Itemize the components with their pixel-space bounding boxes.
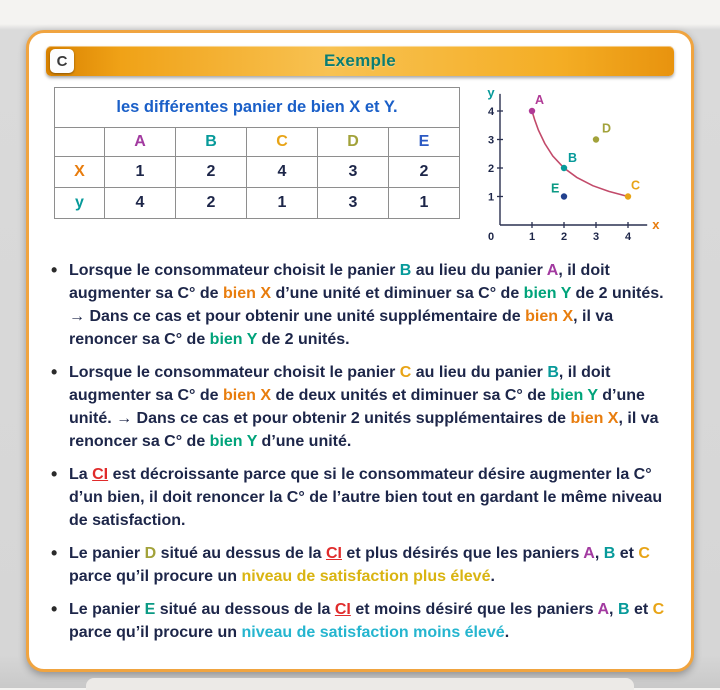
table-cell: 4 bbox=[105, 188, 176, 219]
text-segment: de deux unités et diminuer sa C° de bbox=[271, 387, 551, 405]
bullet-item-5 bbox=[48, 598, 670, 644]
table-row-y bbox=[55, 188, 460, 219]
table-cell: 4 bbox=[247, 157, 318, 188]
text-segment: , il va renoncer sa C° de bbox=[69, 410, 659, 451]
bullet-item-3 bbox=[48, 463, 670, 532]
point-E bbox=[561, 193, 567, 199]
keyword-CI: CI bbox=[92, 466, 109, 484]
keyword-A: A bbox=[583, 545, 595, 563]
row-label-y: y bbox=[55, 188, 105, 219]
text-segment: de 2 unités. bbox=[257, 331, 350, 349]
table-cell: 2 bbox=[176, 157, 247, 188]
text-segment: de 2 unités. → Dans ce cas et pour obtenir une unité supplémentaire de bbox=[69, 285, 664, 326]
text-segment: , il doit augmenter sa C° de bbox=[69, 262, 610, 303]
table-cell: 1 bbox=[247, 188, 318, 219]
point-D bbox=[593, 136, 599, 142]
text-segment: . bbox=[490, 568, 495, 586]
keyword-B: B bbox=[547, 364, 559, 382]
text-segment: d’une unité et diminuer sa C° de bbox=[271, 285, 524, 303]
x-axis-label: x bbox=[652, 217, 660, 232]
next-page-edge bbox=[86, 678, 634, 690]
keyword-B: B bbox=[399, 262, 412, 279]
table-title: les différentes panier de bien X et Y. bbox=[55, 88, 460, 128]
text-segment: La bbox=[69, 466, 93, 484]
point-label-B: B bbox=[568, 151, 578, 165]
page-title: Exemple bbox=[323, 51, 397, 70]
point-A bbox=[529, 108, 535, 114]
point-B bbox=[561, 165, 567, 171]
keyword-X: bien X bbox=[223, 387, 272, 405]
document-card bbox=[26, 30, 694, 672]
corner-label: C bbox=[50, 49, 74, 73]
keyword-moins: niveau de satisfaction moins élevé bbox=[241, 624, 505, 642]
row-label-X: X bbox=[55, 157, 105, 188]
y-axis-label: y bbox=[487, 84, 495, 100]
basket-table bbox=[54, 87, 460, 219]
text-segment: parce qu’il procure un bbox=[69, 568, 242, 586]
text-segment: situé au dessus de la bbox=[156, 545, 326, 563]
origin-label: 0 bbox=[487, 231, 495, 243]
text-segment: situé au dessous de la bbox=[155, 601, 335, 619]
keyword-B: B bbox=[603, 545, 616, 563]
text-segment: au lieu du panier bbox=[411, 364, 548, 382]
y-tick-label: 2 bbox=[487, 163, 495, 175]
keyword-A: A bbox=[546, 262, 559, 279]
keyword-C: C bbox=[652, 601, 665, 619]
indifference-chart bbox=[474, 83, 674, 249]
keyword-plus: niveau de satisfaction plus élevé bbox=[241, 568, 491, 586]
text-segment: . bbox=[504, 624, 510, 642]
table-cell: 2 bbox=[389, 157, 460, 188]
x-tick-label: 1 bbox=[528, 231, 536, 243]
content-row bbox=[46, 84, 674, 249]
keyword-Y: bien Y bbox=[523, 285, 572, 303]
table-cell: 3 bbox=[318, 157, 389, 188]
table-cell: 1 bbox=[389, 188, 460, 219]
text-segment: et moins désiré que les paniers bbox=[350, 601, 598, 619]
text-segment: et bbox=[615, 545, 639, 563]
text-segment: est décroissante parce que si le consommateur désire augmenter la C° d’un bien, il doit renoncer la C° de l’autre bien tout en gardant le même niveau de satisfaction. bbox=[69, 466, 663, 530]
text-segment: Le panier bbox=[69, 545, 145, 563]
table-corner-cell bbox=[55, 128, 105, 157]
keyword-A: A bbox=[597, 601, 610, 619]
x-tick-label: 2 bbox=[560, 231, 568, 243]
table-header-row bbox=[55, 128, 460, 157]
bullet-item-2 bbox=[48, 361, 670, 453]
keyword-Y: bien Y bbox=[550, 387, 598, 405]
keyword-B: B bbox=[617, 601, 630, 619]
keyword-D: D bbox=[144, 545, 157, 563]
text-segment: au lieu du panier bbox=[411, 262, 547, 279]
text-segment: , il doit augmenter sa C° de bbox=[69, 364, 611, 405]
y-tick-label: 1 bbox=[487, 191, 495, 204]
point-C bbox=[625, 193, 631, 199]
point-label-A: A bbox=[535, 93, 545, 107]
text-segment: d’une unité. bbox=[257, 433, 352, 451]
text-segment: et plus désirés que les paniers bbox=[341, 545, 584, 563]
table-row-X bbox=[55, 157, 460, 188]
table-body bbox=[55, 157, 460, 219]
bullet-item-1 bbox=[48, 259, 670, 351]
text-segment: d’une unité. → Dans ce cas et pour obtenir 2 unités supplémentaires de bbox=[69, 387, 645, 428]
indifference-chart-svg bbox=[474, 83, 674, 249]
table-cell: 1 bbox=[105, 157, 176, 188]
table-title-row bbox=[55, 88, 460, 128]
indifference-curve bbox=[532, 111, 628, 197]
table-cell: 2 bbox=[176, 188, 247, 219]
col-header-C: C bbox=[247, 128, 318, 157]
header-bar bbox=[46, 46, 674, 76]
point-label-E: E bbox=[551, 181, 560, 196]
text-segment: Lorsque le consommateur choisit le panier bbox=[69, 364, 400, 382]
text-segment: Lorsque le consommateur choisit le panier bbox=[69, 262, 400, 279]
keyword-X: bien X bbox=[570, 410, 619, 428]
bullet-list bbox=[46, 259, 674, 644]
text-segment: , bbox=[609, 601, 618, 619]
y-tick-label: 4 bbox=[487, 106, 495, 118]
text-segment: parce qu’il procure un bbox=[69, 624, 242, 642]
x-tick-label: 3 bbox=[592, 231, 600, 243]
col-header-E: E bbox=[389, 128, 460, 157]
bullet-item-4 bbox=[48, 542, 670, 588]
text-segment: , il va renoncer sa C° de bbox=[69, 308, 614, 349]
text-segment: , bbox=[594, 545, 604, 563]
keyword-Y: bien Y bbox=[209, 433, 258, 451]
point-label-C: C bbox=[631, 178, 641, 193]
x-tick-label: 4 bbox=[624, 231, 632, 243]
keyword-CI: CI bbox=[325, 545, 342, 563]
keyword-C: C bbox=[638, 545, 650, 563]
col-header-D: D bbox=[318, 128, 389, 157]
point-label-D: D bbox=[602, 121, 612, 136]
text-segment: et bbox=[629, 601, 653, 619]
y-tick-label: 3 bbox=[487, 134, 495, 147]
keyword-X: bien X bbox=[223, 285, 272, 303]
table-cell: 3 bbox=[318, 188, 389, 219]
keyword-C: C bbox=[399, 364, 412, 382]
col-header-A: A bbox=[105, 128, 176, 157]
keyword-X: bien X bbox=[525, 308, 574, 326]
keyword-E_text: E bbox=[144, 601, 156, 619]
text-segment: Le panier bbox=[69, 601, 145, 619]
keyword-CI: CI bbox=[334, 601, 351, 619]
keyword-Y: bien Y bbox=[209, 331, 258, 349]
col-header-B: B bbox=[176, 128, 247, 157]
